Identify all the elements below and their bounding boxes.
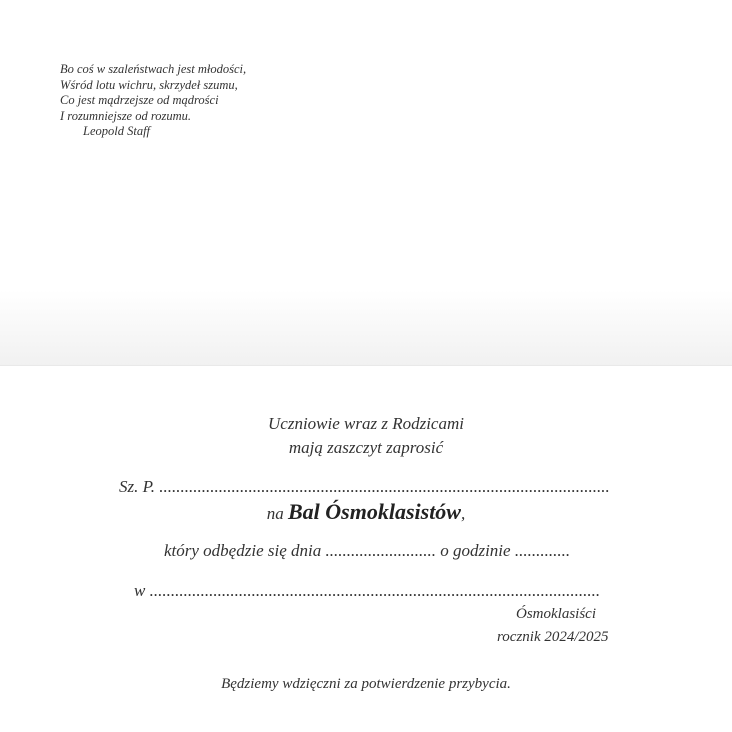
poem-line-4: I rozumniejsze od rozumu. — [60, 108, 192, 123]
rsvp-request: Będziemy wdzięczni za potwierdzenie przybycia. — [221, 676, 511, 692]
poem-line-2: Wśród lotu wichru, skrzydeł szumu, — [60, 77, 238, 92]
na-prefix: na — [266, 504, 284, 523]
signature-line-1: Ósmoklasiści — [516, 606, 596, 622]
recipient-line: Sz. P. .......................................................................................................... — [119, 477, 610, 496]
poem-line-1: Bo coś w szaleństwach jest młodości, — [60, 62, 247, 76]
intro-line-2: mają zaszczyt zaprosić — [288, 438, 444, 457]
poem-quote — [60, 62, 246, 140]
date-time-line: który odbędzie się dnia .......................... o godzinie ............. — [164, 541, 571, 560]
signature-line-2: rocznik 2024/2025 — [497, 629, 609, 645]
event-title: Bal Ósmoklasistów — [288, 499, 461, 524]
event-title-comma: , — [460, 504, 466, 523]
poem-author: Leopold Staff — [83, 124, 151, 138]
event-title-line — [0, 499, 732, 525]
poem-line-3: Co jest mądrzejsze od mądrości — [60, 93, 219, 107]
intro-line-1: Uczniowie wraz z Rodzicami — [268, 414, 464, 433]
place-line: w .......................................................................................................... — [134, 581, 601, 600]
